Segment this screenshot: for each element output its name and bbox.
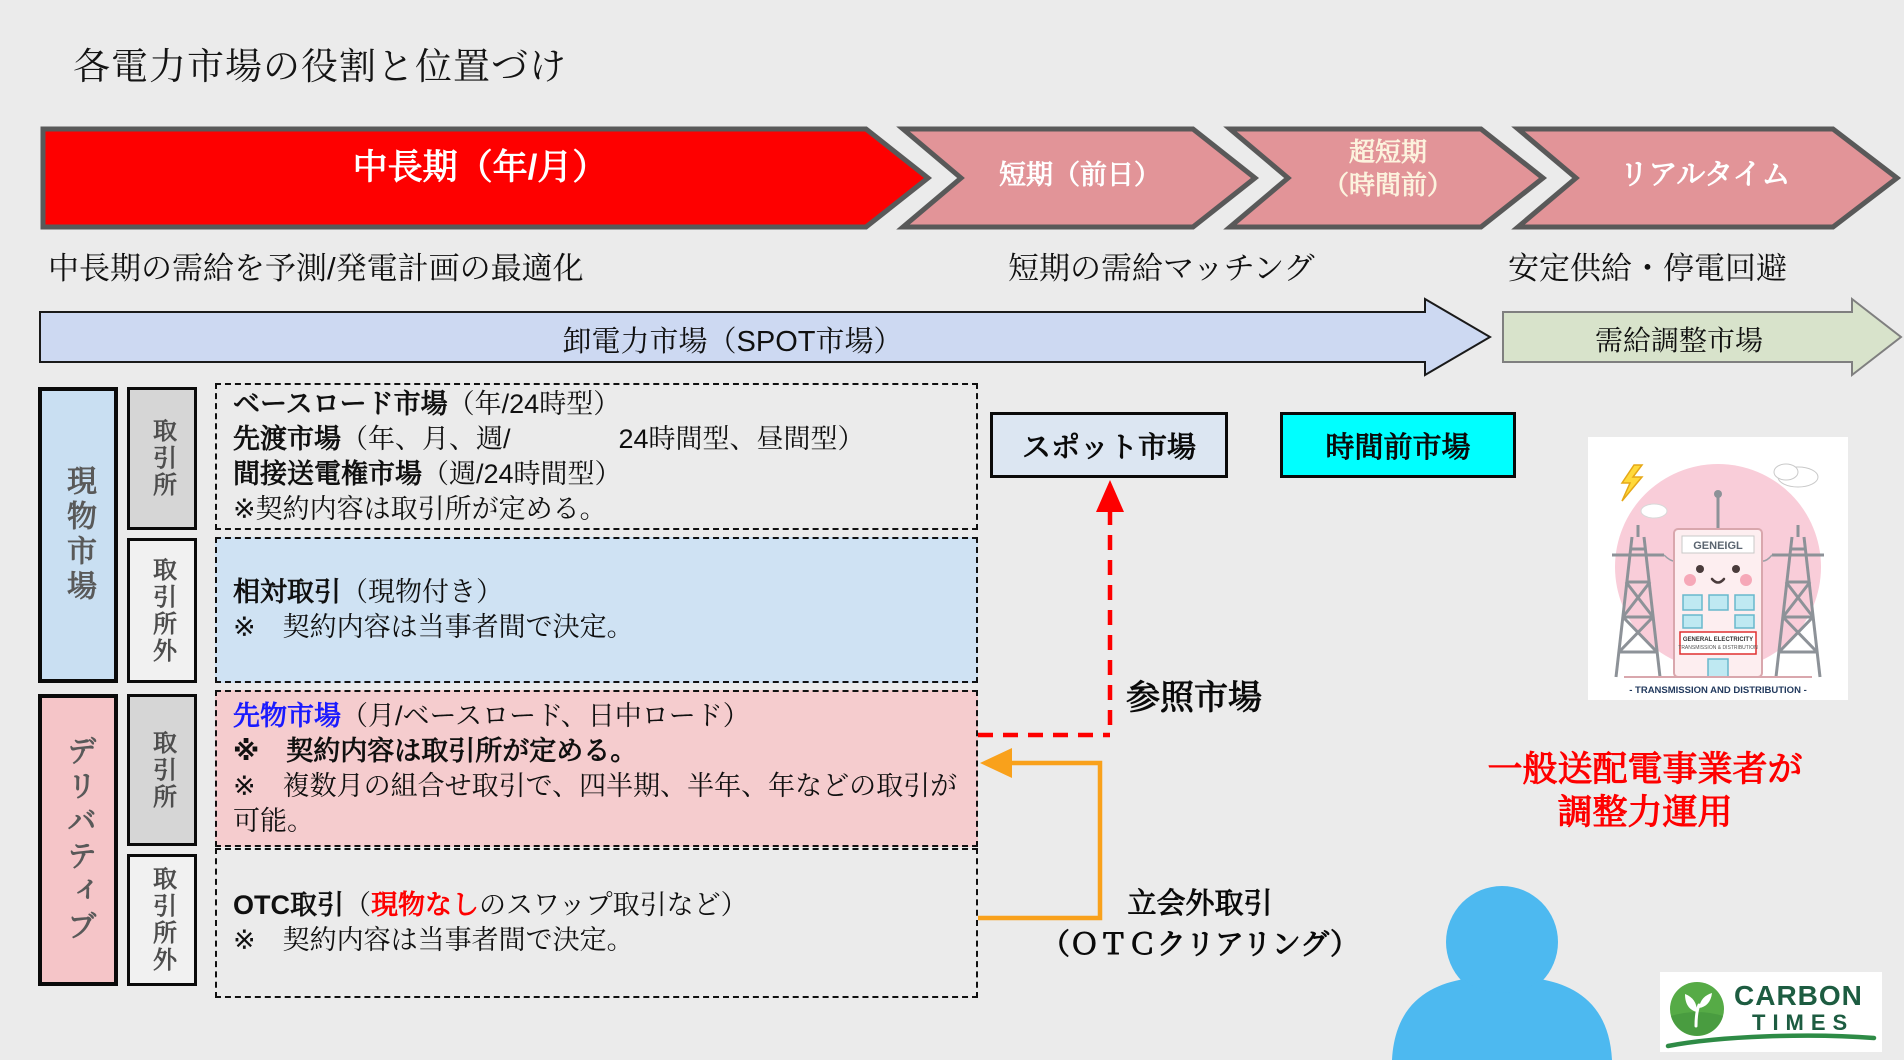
- bilateral-trade-box: [215, 537, 978, 683]
- phase-label-short-term: 短期（前日）: [999, 160, 1161, 190]
- logo-swoosh-icon: [1660, 1032, 1882, 1052]
- futures-market-box: [215, 690, 978, 847]
- category-physical-market-label: 現物市場: [62, 465, 95, 605]
- logo-text-times: TIMES: [1752, 1010, 1855, 1035]
- logo-text-carbon: CARBON: [1734, 980, 1863, 1011]
- otc-clearing-label-line1: 立会外取引: [1127, 888, 1273, 920]
- otc-clearing-label-line2: （ＯＴＣクリアリング）: [1040, 929, 1360, 961]
- carbon-times-logo: [1660, 972, 1882, 1052]
- exchange-box-top-label: 取引所: [148, 418, 176, 499]
- tso-callout: [1460, 748, 1830, 834]
- power-grid-illustration: [1588, 437, 1848, 700]
- exchange-box-top: [127, 387, 197, 530]
- phase-label-very-short-term-line1: 超短期: [1348, 137, 1427, 167]
- off-exchange-box-top: [127, 538, 197, 683]
- description-short-term: 短期の需給マッチング: [1008, 251, 1315, 286]
- illustration-caption: - TRANSMISSION AND DISTRIBUTION -: [1629, 685, 1807, 696]
- phase-label-long-term: 中長期（年/月）: [352, 148, 608, 187]
- tso-callout-line2: 調整力運用: [1557, 793, 1733, 832]
- reference-market-label: 参照市場: [1126, 679, 1262, 717]
- tso-callout-line1: 一般送配電事業者が: [1487, 750, 1803, 789]
- otc-trade-box: [215, 848, 978, 998]
- antenna-tip: [1714, 490, 1722, 498]
- off-exchange-box-top-label: 取引所外: [148, 556, 176, 665]
- futures-line: 先物市場（月/ベースロード、日中ロード）: [233, 700, 750, 731]
- building-sign-line1: GENERAL ELECTRICITY: [1682, 637, 1754, 643]
- baseload-forward-markets-box: [215, 383, 978, 530]
- exchange-terms-note: ※契約内容は取引所が定める。: [233, 493, 607, 524]
- face-cheek-right: [1740, 574, 1752, 586]
- transmission-rights-line: 間接送電権市場（週/24時間型）: [233, 458, 622, 489]
- category-derivatives: [38, 694, 118, 986]
- baseload-line: ベースロード市場（年/24時型）: [233, 388, 621, 419]
- exchange-box-bottom: [127, 694, 197, 846]
- description-realtime: 安定供給・停電回避: [1508, 251, 1787, 286]
- wholesale-market-label: 卸電力市場（SPOT市場）: [562, 326, 903, 358]
- phase-label-very-short-term: [1238, 136, 1538, 202]
- otc-note: ※ 契約内容は当事者間で決定。: [233, 925, 634, 955]
- cloud-small-icon: [1641, 504, 1667, 518]
- face-eye-left: [1696, 565, 1704, 573]
- bilateral-line: 相対取引（現物付き）: [233, 577, 503, 607]
- otc-arrowhead-icon: [980, 748, 1012, 778]
- carbon-times-logo-mark-icon: [1666, 978, 1728, 1040]
- off-exchange-box-bottom-label: 取引所外: [148, 866, 176, 974]
- building-door: [1708, 659, 1728, 677]
- exchange-box-bottom-label: 取引所: [148, 729, 176, 811]
- phase-label-realtime: リアルタイム: [1619, 159, 1791, 191]
- face-eye-right: [1732, 565, 1740, 573]
- person-silhouette-icon: [1390, 885, 1620, 1060]
- off-exchange-box-bottom: [127, 854, 197, 986]
- building-name-text: GENEIGL: [1693, 540, 1743, 552]
- category-derivatives-label: デリバティブ: [62, 735, 95, 945]
- futures-combination-note: ※ 複数月の組合せ取引で、四半期、半年、年などの取引が可能。: [233, 770, 958, 836]
- balancing-market-label: 需給調整市場: [1594, 325, 1763, 356]
- building-sign-line2: TRANSMISSION & DISTRIBUTION: [1678, 645, 1758, 651]
- spot-market-box: スポット市場: [990, 412, 1228, 478]
- description-long-term: 中長期の需給を予測/発電計画の最適化: [48, 251, 584, 286]
- face-cheek-left: [1684, 574, 1696, 586]
- reference-arrowhead-icon: [1096, 480, 1124, 512]
- page-title: 各電力市場の役割と位置づけ: [73, 46, 567, 87]
- otc-line: OTC取引（現物なしのスワップ取引など）: [233, 890, 748, 920]
- category-physical-market: [38, 387, 118, 683]
- phase-label-very-short-term-line2: （時間前）: [1322, 170, 1453, 200]
- futures-exchange-note: ※ 契約内容は取引所が定める。: [233, 735, 638, 766]
- forward-line: 先渡市場（年、月、週/ 24時間型、昼間型）: [233, 423, 865, 454]
- bilateral-note: ※ 契約内容は当事者間で決定。: [233, 612, 634, 642]
- otc-clearing-label: [1000, 884, 1400, 966]
- intraday-market-box: 時間前市場: [1280, 412, 1516, 478]
